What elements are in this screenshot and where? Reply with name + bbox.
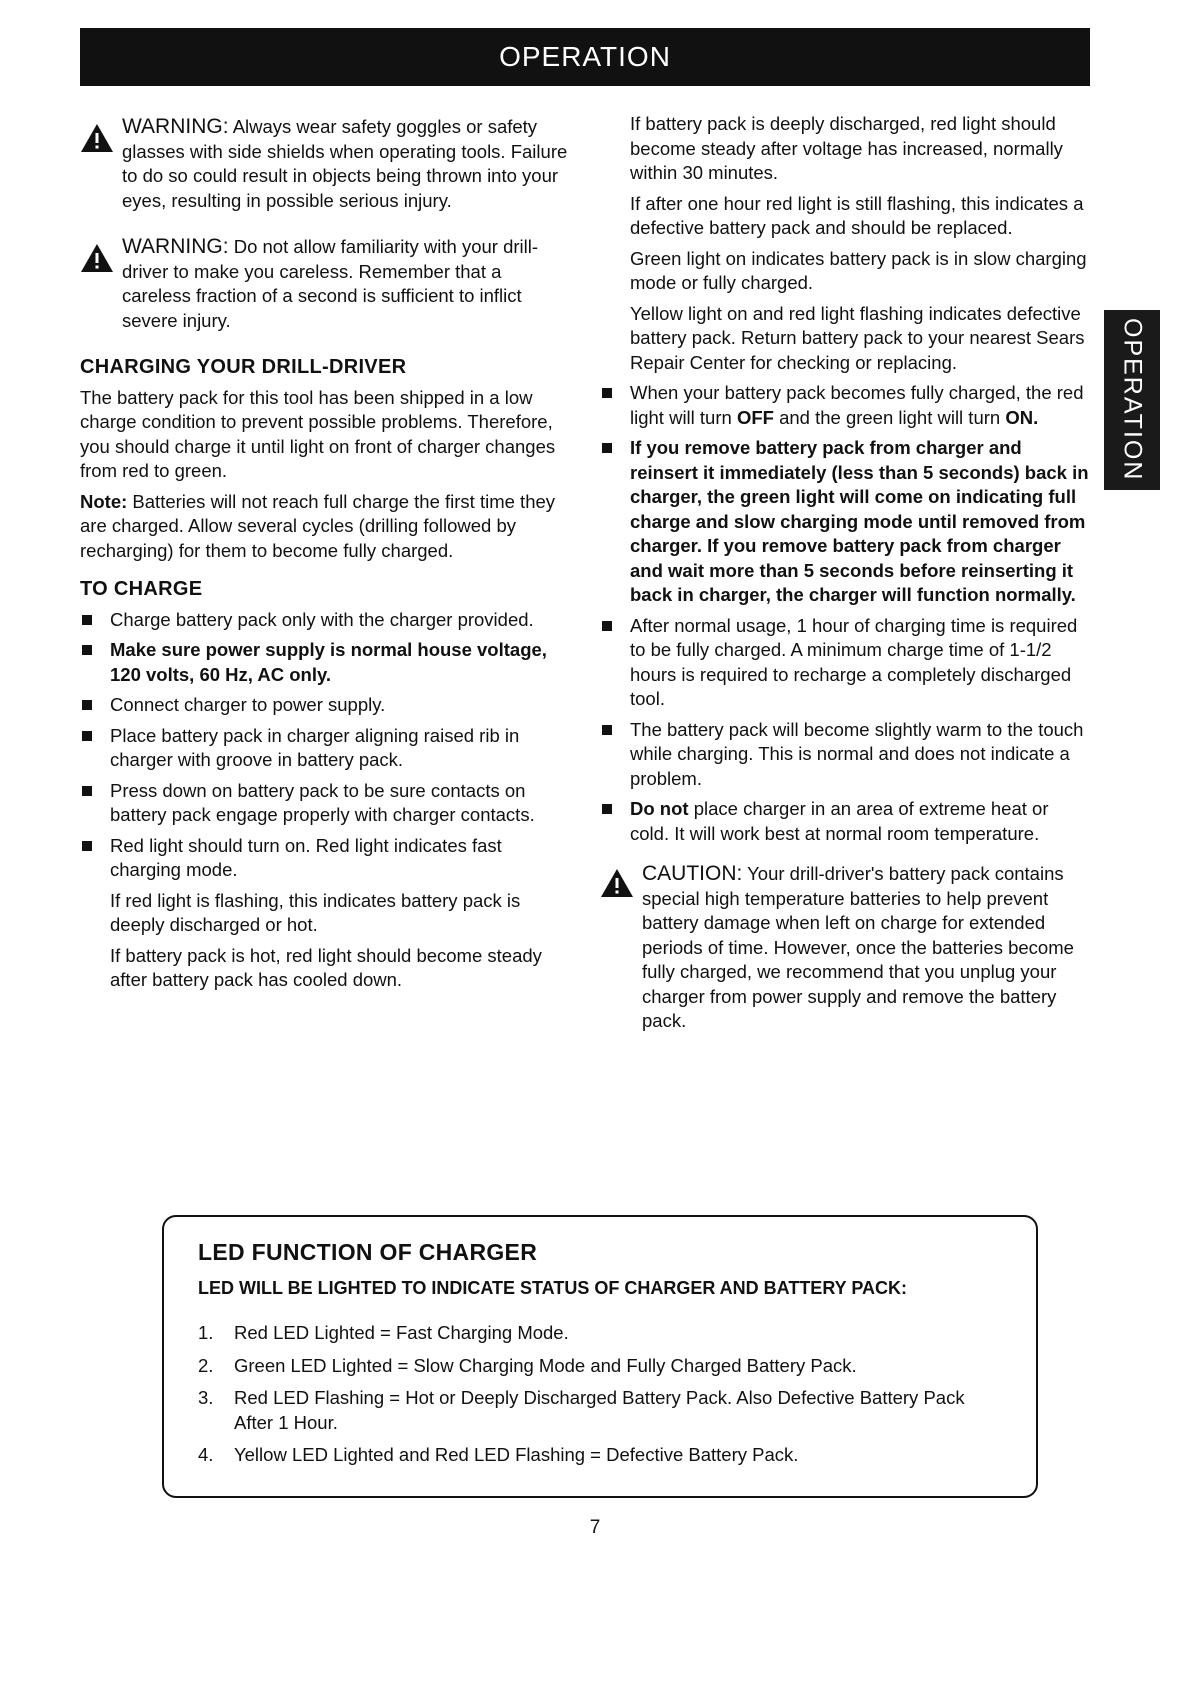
- warning-text: Do not allow familiarity with your drill-driver to make you careless. Remember that a careless fraction of a second is sufficient to inflict severe injury.: [122, 236, 539, 331]
- item-text: Yellow LED Lighted and Red LED Flashing = Defective Battery Pack.: [234, 1444, 799, 1465]
- charging-paragraph: The battery pack for this tool has been shipped in a low charge condition to prevent possible problems. Therefore, you should charge it until light on front of charger changes from red to green.: [80, 386, 556, 481]
- item-number: 4.: [198, 1444, 214, 1465]
- sub-paragraph: If after one hour red light is still flashing, this indicates a defective battery pack and should be replaced.: [630, 192, 1084, 238]
- warning-block-familiarity: [80, 235, 570, 333]
- sub-paragraph: If battery pack is deeply discharged, red light should become steady after voltage has increased, normally within 30 minutes.: [630, 113, 1063, 183]
- right-bullet-list: [600, 381, 1090, 846]
- warning-text: Always wear safety goggles or safety glasses with side shields when operating tools. Failure to do so could result in objects being thrown into your eyes, resulting in possible serious injury.: [122, 116, 568, 211]
- warning-triangle-icon: [600, 868, 634, 898]
- list-item: [198, 1321, 1006, 1346]
- note-label: Note:: [80, 490, 128, 512]
- voltage-requirement: Make sure power supply is normal house voltage, 120 volts, 60 Hz, AC only.: [110, 639, 547, 685]
- warning-keyword: WARNING:: [122, 115, 229, 138]
- list-item: Red light should turn on. Red light indicates fast charging mode.: [80, 834, 570, 883]
- section-header: OPERATION: [80, 28, 1090, 86]
- on-label: ON.: [1005, 406, 1039, 428]
- item-text: Green LED Lighted = Slow Charging Mode and Fully Charged Battery Pack.: [234, 1354, 857, 1376]
- list-item: [198, 1354, 1006, 1379]
- do-not-label: Do not: [630, 798, 689, 819]
- led-function-box: [162, 1215, 1038, 1498]
- list-item: The battery pack will become slightly warm to the touch while charging. This is normal and does not indicate a problem.: [600, 718, 1090, 792]
- list-item: [198, 1386, 1006, 1435]
- reinsert-note: If you remove battery pack from charger and reinsert it immediately (less than 5 seconds) back in charger, the green light will come on indicating full charge and slow charging mode until removed from charger. If you remove battery pack from charger and wait more than 5 seconds before reinserting it back in charger, the charger will function normally.: [630, 437, 1089, 605]
- item-text: Red LED Lighted = Fast Charging Mode.: [234, 1322, 569, 1343]
- warning-block-goggles: [80, 115, 570, 213]
- right-column: [600, 112, 1090, 1040]
- warning-triangle-icon: [80, 123, 114, 153]
- sub-paragraph: Green light on indicates battery pack is in slow charging mode or fully charged.: [630, 247, 1087, 293]
- list-item: After normal usage, 1 hour of charging time is required to be fully charged. A minimum charge time of 1-1/2 hours is required to recharge a completely discharged tool.: [600, 614, 1090, 712]
- bullet-text: and the green light will turn: [779, 406, 1001, 428]
- note-paragraph: [80, 490, 570, 564]
- to-charge-list: [80, 608, 570, 883]
- page-number: 7: [589, 1517, 601, 1538]
- list-item: [600, 797, 1090, 846]
- charging-heading: CHARGING YOUR DRILL-DRIVER: [80, 356, 407, 378]
- list-item: [600, 436, 1090, 608]
- caution-block: [600, 862, 1090, 1034]
- left-column: [80, 115, 570, 999]
- list-item: Press down on battery pack to be sure contacts on battery pack engage properly with charger contacts.: [80, 779, 570, 828]
- sub-paragraph: Yellow light on and red light flashing indicates defective battery pack. Return battery pack to your nearest Sears Repair Center for checking or replacing.: [630, 302, 1085, 373]
- side-tab-label: OPERATION: [1118, 318, 1147, 482]
- led-status-list: [198, 1321, 1006, 1468]
- bullet-text: place charger in an area of extreme heat or cold. It will work best at normal room temperature.: [630, 798, 1049, 844]
- item-number: 2.: [198, 1354, 214, 1376]
- bullet-text: When your battery pack becomes fully charged, the red light will turn: [630, 382, 1084, 428]
- warning-keyword: WARNING:: [122, 235, 229, 258]
- off-label: OFF: [736, 406, 774, 428]
- note-text: Batteries will not reach full charge the first time they are charged. Allow several cycles (drilling followed by recharging) for them to become fully charged.: [80, 490, 556, 561]
- item-text: Red LED Flashing = Hot or Deeply Discharged Battery Pack. Also Defective Battery Pack After 1 Hour.: [234, 1387, 965, 1433]
- sub-paragraph: If battery pack is hot, red light should become steady after battery pack has cooled down.: [110, 944, 542, 990]
- list-item: [80, 638, 570, 687]
- list-item: Place battery pack in charger aligning raised rib in charger with groove in battery pack.: [80, 724, 570, 773]
- list-item: [198, 1443, 1006, 1468]
- list-item: Charge battery pack only with the charger provided.: [80, 608, 570, 633]
- to-charge-heading: TO CHARGE: [80, 578, 203, 600]
- caution-text: Your drill-driver's battery pack contains special high temperature batteries to help prevent battery damage when left on charge for extended periods of time. However, once the batteries become fully charged, we recommend that you unplug your charger from power supply and remove the battery pack.: [642, 863, 1074, 1031]
- item-number: 3.: [198, 1387, 214, 1408]
- list-item: [600, 381, 1090, 430]
- sub-paragraph: If red light is flashing, this indicates battery pack is deeply discharged or hot.: [110, 889, 521, 935]
- led-box-title: LED FUNCTION OF CHARGER: [198, 1239, 538, 1265]
- caution-keyword: CAUTION:: [642, 862, 743, 885]
- side-section-tab: [1104, 310, 1160, 490]
- list-item: Connect charger to power supply.: [80, 693, 570, 718]
- led-box-subtitle: LED WILL BE LIGHTED TO INDICATE STATUS OF CHARGER AND BATTERY PACK:: [198, 1278, 907, 1298]
- item-number: 1.: [198, 1322, 214, 1343]
- warning-triangle-icon: [80, 243, 114, 273]
